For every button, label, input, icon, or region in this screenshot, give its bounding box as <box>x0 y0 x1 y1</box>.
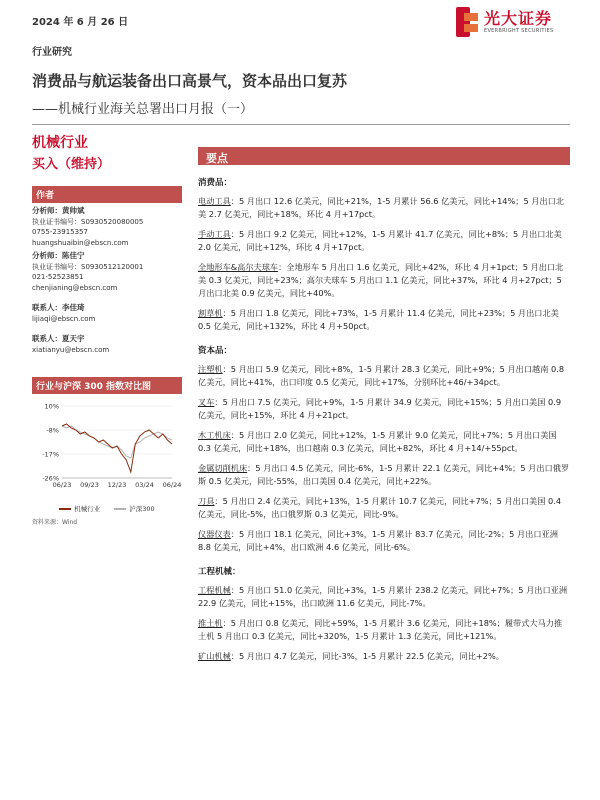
key-point-text: ：5 月出口 5.9 亿美元，同比+8%，1-5 月累计 28.3 亿美元，同比+9%；5 月出口越南 0.8 亿美元，同比+41%，出口印度 0.5 亿美元，同比+17%，分别环比+46/+34pct。 <box>198 364 565 387</box>
analyst-phone: 0755-23915357 <box>32 228 88 236</box>
key-point-text: ：5 月出口 0.8 亿美元，同比+59%，1-5 月累计 3.6 亿美元，同比+18%；履带式大马力推土机 5 月出口 0.3 亿美元，同比+320%，1-5 月累计 1.3 亿美元，同比+121%。 <box>198 618 563 641</box>
analyst-name: 分析师：陈佳宁 <box>32 251 85 260</box>
contact-name: 联系人：夏天宇 <box>32 334 85 343</box>
key-point-label: 矿山机械 <box>198 651 231 661</box>
report-subtitle: ——机械行业海关总署出口月报（一） <box>32 102 254 117</box>
key-point-text: ：5 月出口 2.4 亿美元，同比+13%，1-5 月累计 10.7 亿美元，同比+7%；5 月出口美国 0.4 亿美元，同比-5%，出口俄罗斯 0.3 亿美元，同比-9%。 <box>198 496 562 519</box>
section-title: 消费品： <box>198 178 233 188</box>
key-point-label: 叉车 <box>198 397 215 407</box>
analyst-email[interactable]: chenjianing@ebscn.com <box>32 283 118 292</box>
key-point-label: 推土机 <box>198 618 223 628</box>
key-point-paragraph <box>198 650 570 663</box>
legend-index-swatch <box>114 508 126 510</box>
contact-2 <box>32 334 182 355</box>
analyst-email[interactable]: huangshuaibin@ebscn.com <box>32 238 129 247</box>
key-point-label: 仪器仪表 <box>198 529 231 539</box>
x-tick-label: 09/23 <box>80 481 99 489</box>
key-point-text: ：5 月出口 2.0 亿美元，同比+12%，1-5 月累计 9.0 亿美元，同比+7%；5 月出口美国 0.3 亿美元，同比+18%，出口越南 0.3 亿美元，同比+82%，环比 4 月+14/+55pct。 <box>198 430 557 453</box>
key-point-text: ：5 月出口 7.5 亿美元，同比+9%，1-5 月累计 34.9 亿美元，同比+15%；5 月出口美国 0.9 亿美元，同比+15%，环比 4 月+21pct。 <box>198 397 562 420</box>
contact-email[interactable]: lijiaqi@ebscn.com <box>32 314 96 323</box>
key-point-text: ：5 月出口 1.8 亿美元，同比+73%，1-5 月累计 11.4 亿美元，同比+23%；5 月出口北美 0.5 亿美元，同比+132%，环比 4 月+50pct。 <box>198 308 559 331</box>
key-point-paragraph <box>198 228 570 254</box>
x-tick-label: 06/24 <box>162 481 182 489</box>
key-point-paragraph <box>198 495 570 521</box>
logo-mark-icon <box>456 7 478 37</box>
y-tick-label: -17% <box>42 450 59 459</box>
chart-plot <box>32 394 182 504</box>
report-title: 消费品与航运装备出口高景气，资本品出口复苏 <box>32 72 348 90</box>
legend-index-label: 沪深300 <box>129 505 155 513</box>
report-date: 2024 年 6 月 26 日 <box>32 17 129 28</box>
x-tick-label: 06/23 <box>52 481 72 489</box>
contact-email[interactable]: xiatianyu@ebscn.com <box>32 345 110 354</box>
key-point-label: 木工机床 <box>198 430 231 440</box>
legend-industry-label: 机械行业 <box>74 505 101 513</box>
key-point-label: 工程机械 <box>198 585 231 595</box>
key-point-label: 全地形车&高尔夫球车 <box>198 262 279 272</box>
key-point-label: 注塑机 <box>198 364 223 374</box>
x-tick-label: 12/23 <box>107 481 127 489</box>
series-line-index <box>62 426 172 458</box>
key-point-text: ：全地形车 5 月出口 1.6 亿美元，同比+42%，环比 4 月+1pct；5 月出口北美 0.3 亿美元，同比+23%；高尔夫球车 5 月出口 1.1 亿美元，同比+37%，环比 4 月+27pct；5 月出口北美 0.9 亿美元，同比+40%。 <box>198 262 564 298</box>
key-point-label: 刀具 <box>198 496 215 506</box>
analyst-cert: 执业证书编号：S0930512120001 <box>32 262 144 271</box>
analyst-2 <box>32 251 182 293</box>
key-point-text: ：5 月出口 18.1 亿美元，同比+3%，1-5 月累计 83.7 亿美元，同比-2%；5 月出口亚洲 8.8 亿美元，同比+4%，出口欧洲 4.6 亿美元，同比-6%。 <box>198 529 558 552</box>
key-point-paragraph <box>198 307 570 333</box>
key-point-label: 割草机 <box>198 308 223 318</box>
index-comparison-chart <box>32 377 182 526</box>
key-point-paragraph <box>198 462 570 488</box>
key-points-body <box>198 176 570 663</box>
section-title: 工程机械： <box>198 567 241 577</box>
y-tick-label: 10% <box>44 402 59 411</box>
industry-name: 机械行业 <box>32 135 88 151</box>
analyst-1 <box>32 206 182 248</box>
chart-source: 资料来源：Wind <box>32 519 78 526</box>
key-points-panel <box>198 147 570 663</box>
key-point-label: 电动工具 <box>198 196 231 206</box>
key-point-label: 金属切削机床 <box>198 463 248 473</box>
y-tick-label: -8% <box>46 426 59 435</box>
authors-panel <box>32 186 182 355</box>
key-point-paragraph <box>198 584 570 610</box>
key-point-paragraph <box>198 396 570 422</box>
chart-heading: 行业与沪深 300 指数对比图 <box>32 377 182 394</box>
key-point-text: ：5 月出口 9.2 亿美元，同比+12%，1-5 月累计 41.7 亿美元，同比+8%；5 月出口北美 2.0 亿美元，同比+12%，环比 4 月+17pct。 <box>198 229 562 252</box>
analyst-name: 分析师：黄帅斌 <box>32 206 85 215</box>
section-title: 资本品： <box>198 346 233 356</box>
rating-badge: 买入（维持） <box>32 157 111 172</box>
key-point-text: ：5 月出口 4.7 亿美元，同比-3%，1-5 月累计 22.5 亿美元，同比+2%。 <box>230 651 504 661</box>
legend-index <box>114 504 154 513</box>
x-tick-label: 03/24 <box>135 481 154 489</box>
authors-heading: 作者 <box>32 186 182 203</box>
industry-rating <box>32 134 182 174</box>
legend-industry-swatch <box>59 508 71 510</box>
analyst-phone: 021-52523851 <box>32 273 84 281</box>
logo-english-name: EVERBRIGHT SECURITIES <box>484 27 554 34</box>
key-point-text: ：5 月出口 12.6 亿美元，同比+21%，1-5 月累计 56.6 亿美元，同比+14%；5 月出口北美 2.7 亿美元，同比+18%，环比 4 月+17pct。 <box>198 196 565 219</box>
key-point-paragraph <box>198 363 570 389</box>
key-point-paragraph <box>198 528 570 554</box>
key-point-paragraph <box>198 261 570 300</box>
header-divider <box>32 124 570 125</box>
analyst-cert: 执业证书编号：S0930520080005 <box>32 217 144 226</box>
key-point-text: ：5 月出口 4.5 亿美元，同比-6%，1-5 月累计 22.1 亿美元，同比+4%；5 月出口俄罗斯 0.5 亿美元，同比-55%，出口美国 0.4 亿美元，同比+22%。 <box>198 463 570 486</box>
logo-name: 光大证券 <box>484 8 553 28</box>
brand-logo <box>456 4 574 40</box>
key-point-paragraph <box>198 429 570 455</box>
legend-industry <box>59 504 100 513</box>
contact-1 <box>32 303 182 324</box>
chart-legend <box>32 504 182 513</box>
report-category: 行业研究 <box>32 47 72 58</box>
key-points-heading: 要点 <box>198 147 570 165</box>
y-tick-label: -26% <box>42 474 59 483</box>
contact-name: 联系人：李佳琦 <box>32 303 85 312</box>
key-point-paragraph <box>198 195 570 221</box>
key-point-paragraph <box>198 617 570 643</box>
key-point-text: ：5 月出口 51.0 亿美元，同比+3%，1-5 月累计 238.2 亿美元，同比+7%；5 月出口亚洲 22.9 亿美元，同比+15%，出口欧洲 11.6 亿美元，同比-7%。 <box>198 585 568 608</box>
key-point-label: 手动工具 <box>198 229 231 239</box>
